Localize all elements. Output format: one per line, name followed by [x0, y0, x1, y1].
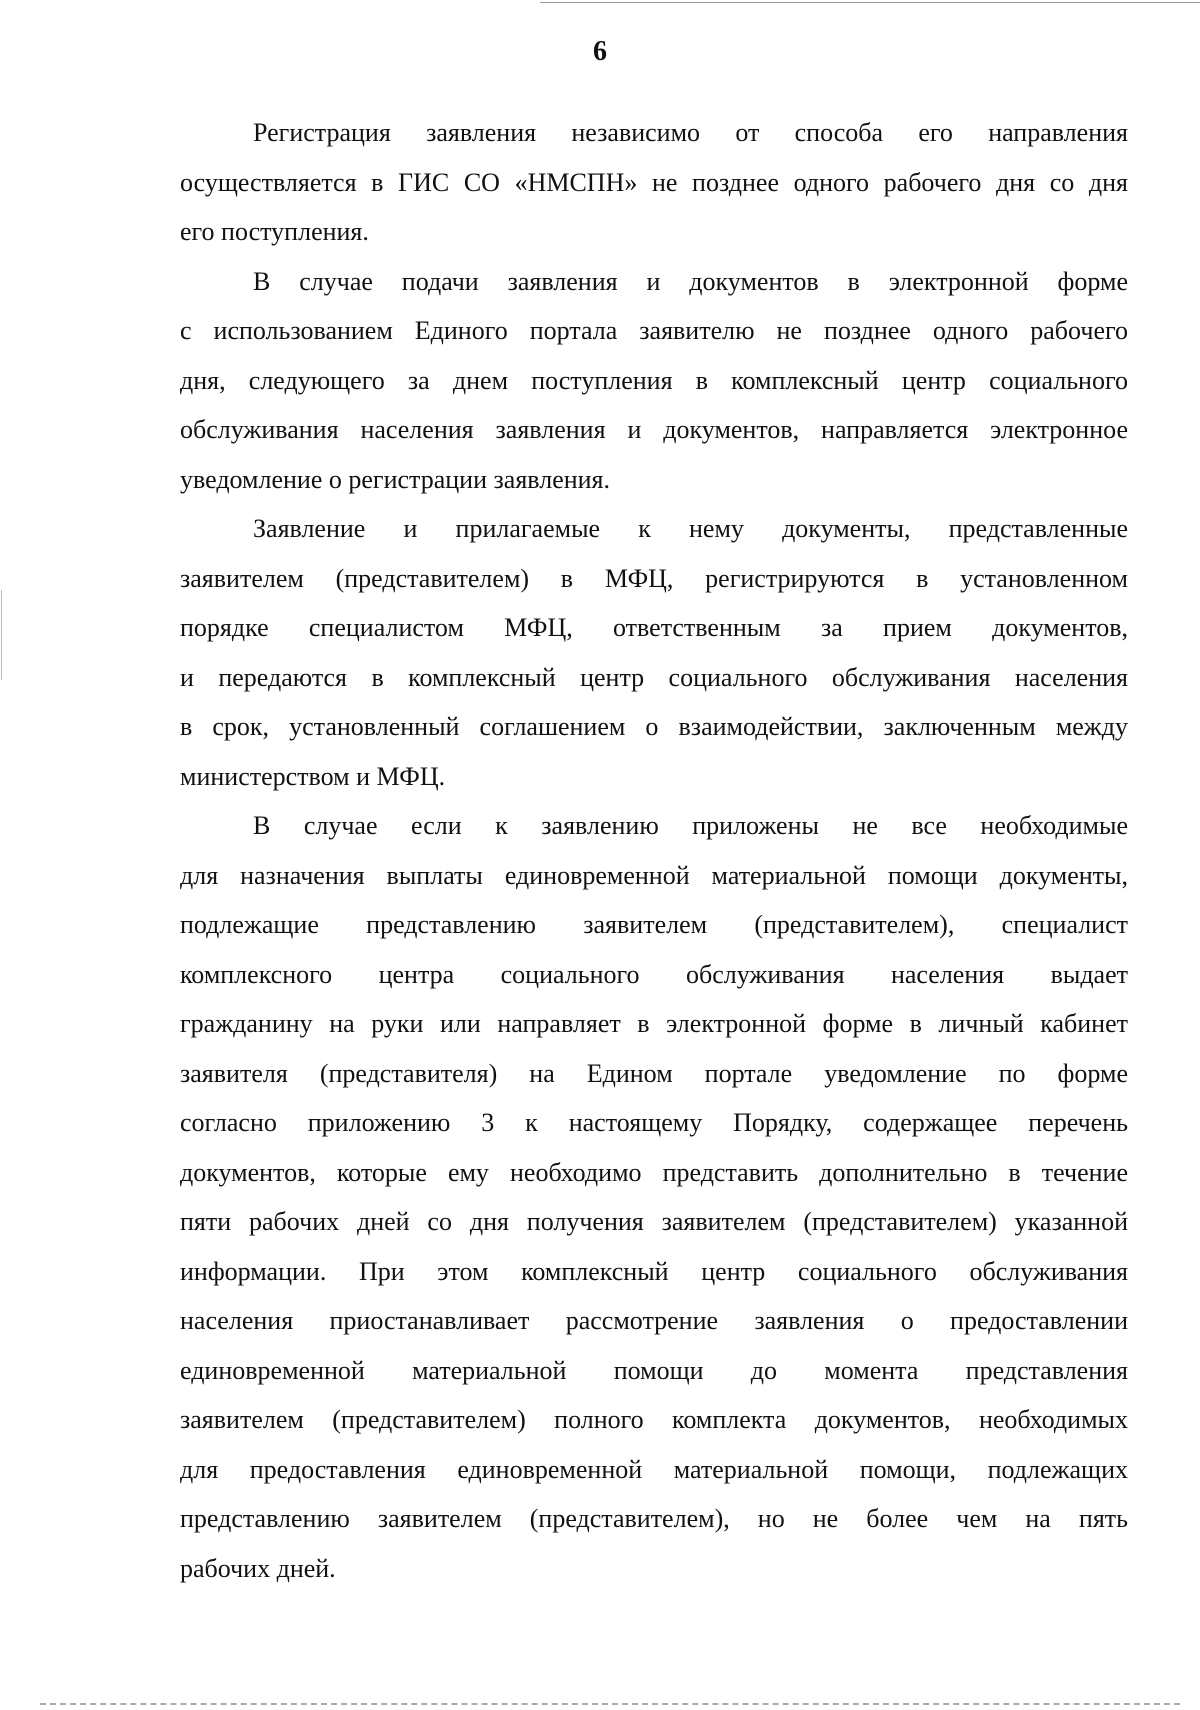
text-line: рабочих дней. [180, 1553, 336, 1583]
text-line: для предоставления единовременной материальной помощи, подлежащих [180, 1454, 1128, 1484]
scan-edge-bottom [40, 1703, 1180, 1705]
text-line: с использованием Единого портала заявителю не позднее одного рабочего [180, 316, 1128, 345]
scan-edge-left [1, 590, 2, 680]
text-line: Заявление и прилагаемые к нему документы, представленные [253, 514, 1128, 543]
text-line: Регистрация заявления независимо от способа его направления [253, 118, 1128, 147]
text-line: обслуживания населения заявления и документов, направляется электронное [180, 415, 1128, 444]
text-line: В случае если к заявлению приложены не все необходимые [253, 811, 1128, 840]
text-line: информации. При этом комплексный центр социального обслуживания [180, 1256, 1128, 1286]
paragraph [180, 257, 1128, 505]
text-line: единовременной материальной помощи до момента представления [180, 1355, 1128, 1385]
text-line: пяти рабочих дней со дня получения заявителем (представителем) указанной [180, 1207, 1128, 1236]
text-line: осуществляется в ГИС СО «НМСПН» не позднее одного рабочего дня со дня [180, 167, 1128, 197]
text-line: его поступления. [180, 217, 369, 246]
text-line: для назначения выплаты единовременной материальной помощи документы, [180, 860, 1128, 890]
text-line: гражданину на руки или направляет в электронной форме в личный кабинет [180, 1009, 1128, 1038]
text-line: дня, следующего за днем поступления в комплексный центр социального [180, 365, 1128, 395]
scan-edge-top [540, 2, 1200, 3]
text-line: министерством и МФЦ. [180, 761, 446, 791]
text-line: в срок, установленный соглашением о взаимодействии, заключенным между [180, 712, 1128, 741]
page-number: 6 [593, 36, 607, 67]
text-line: и передаются в комплексный центр социального обслуживания населения [180, 662, 1128, 692]
text-line: населения приостанавливает рассмотрение заявления о предоставлении [180, 1306, 1128, 1335]
text-line: заявителем (представителем) полного комплекта документов, необходимых [180, 1405, 1128, 1434]
paragraph [180, 108, 1128, 257]
text-line: заявителя (представителя) на Едином портале уведомление по форме [180, 1058, 1128, 1088]
text-line: комплексного центра социального обслуживания населения выдает [180, 959, 1128, 989]
text-line: согласно приложению 3 к настоящему Порядку, содержащее перечень [180, 1108, 1128, 1137]
text-line: представлению заявителем (представителем), но не более чем на пять [180, 1504, 1128, 1533]
text-line: уведомление о регистрации заявления. [180, 464, 611, 494]
document-body [180, 108, 1128, 1593]
text-line: документов, которые ему необходимо представить дополнительно в течение [180, 1157, 1128, 1187]
text-line: заявителем (представителем) в МФЦ, регистрируются в установленном [180, 563, 1128, 593]
text-line: порядке специалистом МФЦ, ответственным за прием документов, [180, 613, 1128, 642]
paragraph [180, 504, 1128, 801]
text-line: В случае подачи заявления и документов в электронной форме [253, 266, 1128, 296]
paragraph [180, 801, 1128, 1593]
text-line: подлежащие представлению заявителем (представителем), специалист [180, 910, 1128, 939]
